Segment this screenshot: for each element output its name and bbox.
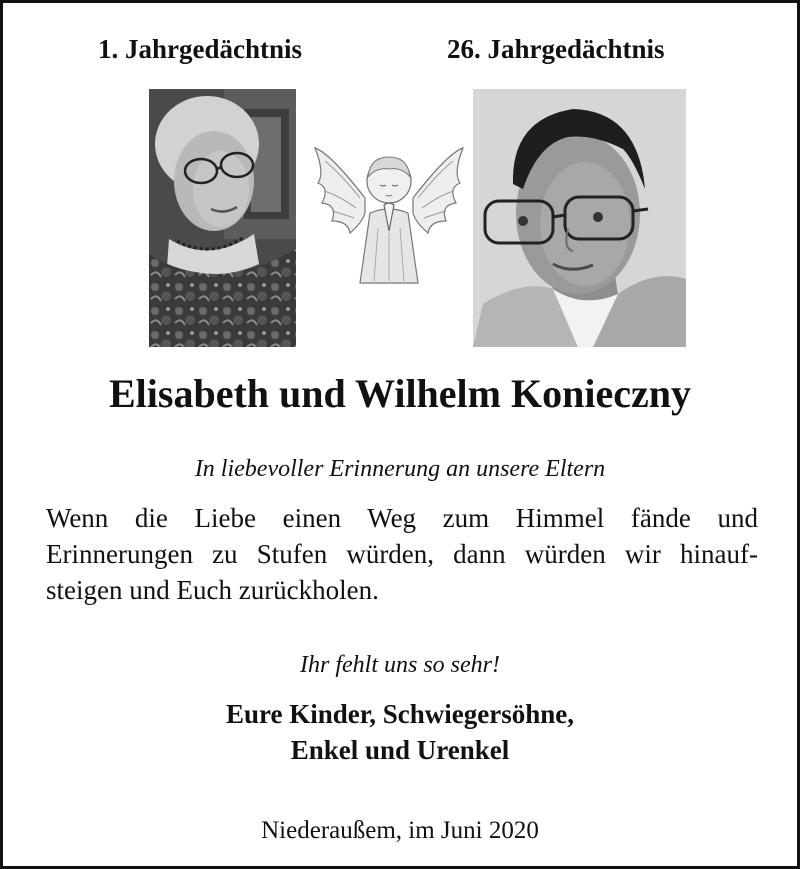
angel-illustration [310, 143, 468, 288]
family-line-2: Enkel und Urenkel [290, 735, 510, 765]
poem [46, 500, 758, 608]
poem-line-3: steigen und Euch zurückholen. [46, 575, 379, 605]
twenty-sixth-anniversary-heading: 26. Jahrgedächtnis [447, 34, 665, 64]
memory-line: In liebevoller Erinnerung an unsere Eltern [194, 456, 606, 482]
poem-line-2: Erinnerungen zu Stufen würden, dann würden wir hinauf- [46, 539, 758, 569]
missing-you-line: Ihr fehlt uns so sehr! [300, 652, 500, 678]
poem-line-1: Wenn die Liebe einen Weg zum Himmel fände und [46, 503, 758, 533]
place-and-date: Niederaußem, im Juni 2020 [261, 817, 539, 844]
family-line-1: Eure Kinder, Schwiegersöhne, [225, 699, 575, 729]
first-anniversary-heading: 1. Jahrgedächtnis [98, 34, 303, 64]
portrait-elisabeth [149, 89, 296, 347]
family-signature [3, 696, 797, 768]
deceased-names: Elisabeth und Wilhelm Konieczny [109, 371, 691, 416]
portrait-wilhelm [473, 89, 686, 347]
